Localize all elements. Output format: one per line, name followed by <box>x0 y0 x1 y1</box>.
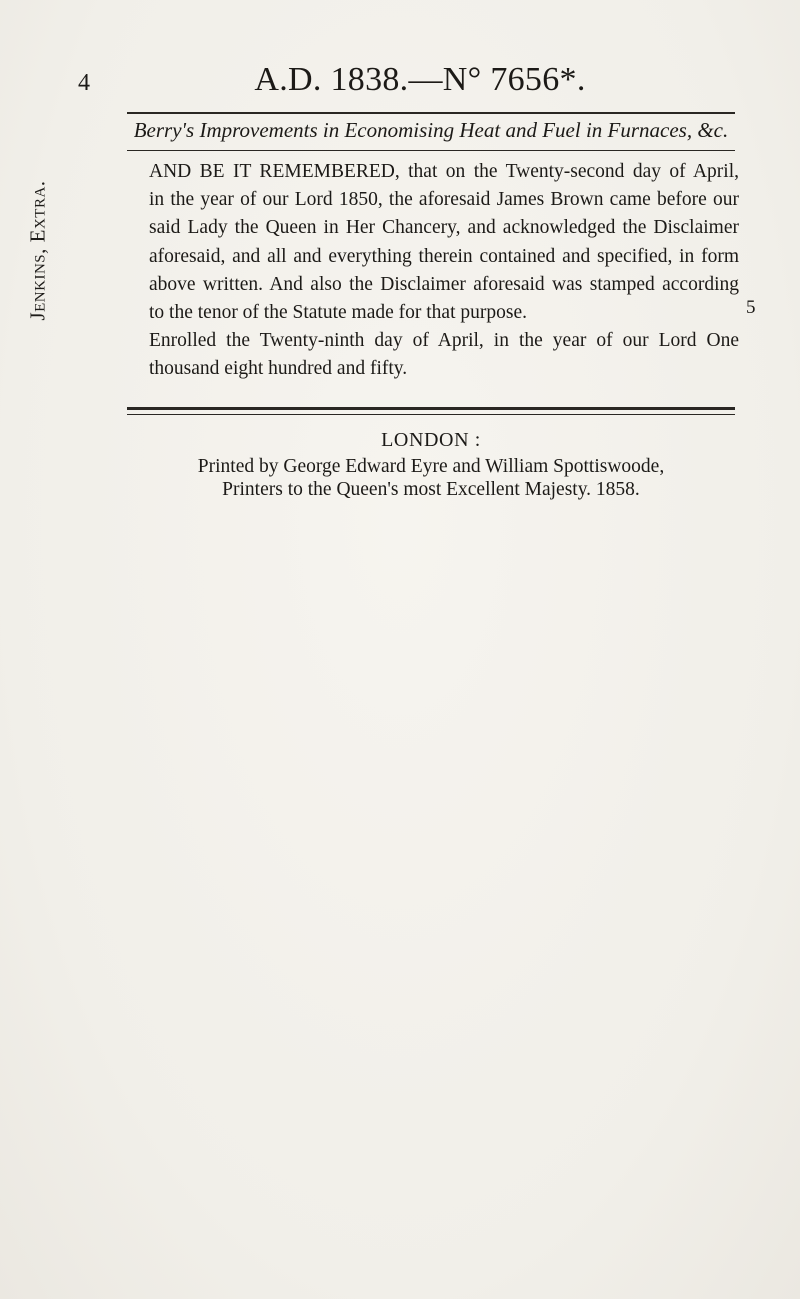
running-title: Berry's Improvements in Economising Heat and Fuel in Furnaces, &c. <box>133 118 729 142</box>
imprint-printers: Printed by George Edward Eyre and William Spottiswoode, <box>197 456 665 477</box>
top-rule <box>127 112 735 114</box>
header-title: A.D. 1838.—N° 7656*. <box>254 61 586 98</box>
body-line: Enrolled the Twenty-ninth day of April, in the year of our Lord One <box>149 330 739 352</box>
body-line: above written. And also the Disclaimer aforesaid was stamped according <box>149 273 739 295</box>
side-note <box>18 165 58 335</box>
imprint-majesty: Printers to the Queen's most Excellent Majesty. 1858. <box>222 479 640 500</box>
paragraph-remembered <box>127 158 739 327</box>
body-line: in the year of our Lord 1850, the aforesaid James Brown came before our <box>149 189 739 211</box>
double-rule <box>127 407 735 415</box>
body-text <box>127 158 739 384</box>
body-line: thousand eight hundred and fifty. <box>149 358 408 380</box>
paragraph-enrolled <box>127 327 739 383</box>
body-line: AND BE IT REMEMBERED, that on the Twenty-second day of April, <box>149 161 739 182</box>
side-note-text: Jenkins, Extra. <box>25 179 50 321</box>
body-line: to the tenor of the Statute made for that purpose. <box>149 302 527 324</box>
running-title-rule <box>127 150 735 151</box>
body-line: aforesaid, and all and everything therein contained and specified, in form <box>149 245 739 267</box>
margin-line-number: 5 <box>746 297 756 318</box>
imprint-city: LONDON : <box>381 429 481 451</box>
page-number: 4 <box>78 70 90 96</box>
body-line: said Lady the Queen in Her Chancery, and acknowledged the Disclaimer <box>149 217 739 239</box>
